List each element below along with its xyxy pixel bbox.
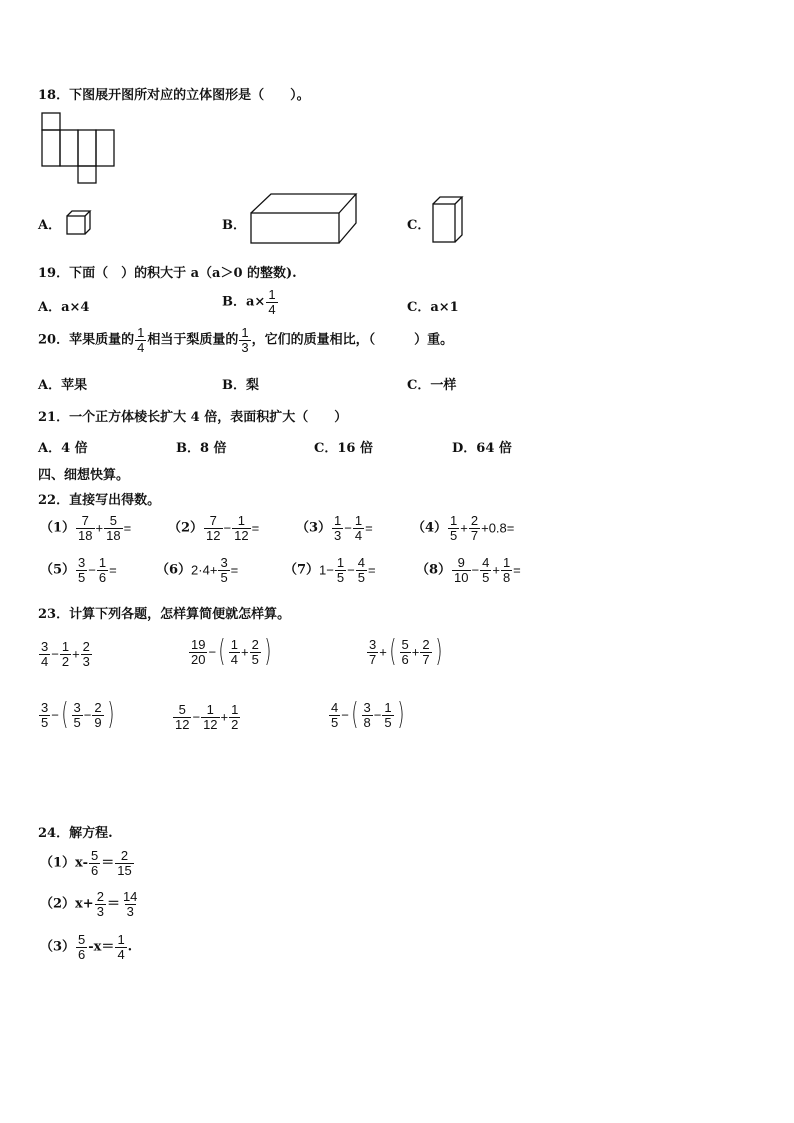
fraction: $\frac{1}{4}$ xyxy=(268,287,276,317)
q23-problem-4: $\frac{3}{5}$ −( $\frac{3}{5}$ − $\frac{2}{9}$ ) xyxy=(41,697,114,732)
q21-option-b[interactable]: B．8 倍 xyxy=(176,441,227,456)
q21-option-a[interactable]: A．4 倍 xyxy=(38,441,88,456)
q23-problem-1: $\frac{3}{4}$ − $\frac{1}{2}$ + $\frac{2}{3}$ xyxy=(41,639,90,669)
tall-box-figure xyxy=(430,194,466,246)
cube-net-figure xyxy=(38,110,118,186)
question-23: 23．计算下列各题，怎样算简便就怎样算。 xyxy=(38,607,291,622)
q18-option-a[interactable]: A． xyxy=(38,218,62,233)
question-22: 22．直接写出得数。 xyxy=(38,493,161,508)
question-21: 21．一个正方体棱长扩大 4 倍，表面积扩大（ ） xyxy=(38,410,348,425)
q22-item-4: （4） $\frac{1}{5}$ + $\frac{2}{7}$ +0.8= xyxy=(412,513,515,543)
q19-option-a[interactable]: A．a×4 xyxy=(38,300,90,315)
q19-option-c[interactable]: C．a×1 xyxy=(407,300,459,315)
flat-box-figure xyxy=(248,188,360,246)
q21-option-d[interactable]: D．64 倍 xyxy=(452,441,512,456)
fraction: $\frac{1}{3}$ xyxy=(241,325,249,355)
question-20: 20．苹果质量的 $\frac{1}{4}$ 相当于梨质量的 $\frac{1}{3}$ ，它们的质量相比，（ ）重。 xyxy=(38,325,454,355)
question-24: 24．解方程. xyxy=(38,826,113,841)
q18-option-b[interactable]: B． xyxy=(222,218,246,233)
q22-item-5: （5） $\frac{3}{5}$ − $\frac{1}{6}$ = xyxy=(40,555,117,585)
q19-option-b[interactable] xyxy=(222,288,279,316)
q21-option-c[interactable]: C．16 倍 xyxy=(314,441,373,456)
q22-item-2: （2） $\frac{7}{12}$ − $\frac{1}{12}$ = xyxy=(168,513,260,543)
q20-option-b[interactable]: B．梨 xyxy=(222,378,259,393)
section-heading: 四、细想快算。 xyxy=(38,468,130,483)
q22-item-8: （8） $\frac{9}{10}$ − $\frac{4}{5}$ + $\frac{1}{8}$ = xyxy=(416,555,521,585)
question-19: 19．下面（ ）的积大于 a（a＞0 的整数). xyxy=(38,266,297,281)
q22-item-6: （6）2·4+ $\frac{3}{5}$ = xyxy=(156,555,239,585)
q22-item-1: （1） $\frac{7}{18}$ + $\frac{5}{18}$ = xyxy=(40,513,132,543)
question-18: 18．下图展开图所对应的立体图形是（ ）。 xyxy=(38,88,310,103)
q22-item-7: （7）1− $\frac{1}{5}$ − $\frac{4}{5}$ = xyxy=(284,555,376,585)
q23-problem-2: $\frac{19}{20}$ −( $\frac{1}{4}$ + $\frac{2}{5}$ ) xyxy=(191,634,272,669)
q23-problem-5: $\frac{5}{12}$ − $\frac{1}{12}$ + $\frac{1}{2}$ xyxy=(175,702,239,732)
q20-option-c[interactable]: C．一样 xyxy=(407,378,457,393)
q23-problem-6: $\frac{4}{5}$ −( $\frac{3}{8}$ − $\frac{1}{5}$ ) xyxy=(331,697,404,732)
small-cube-figure xyxy=(64,208,94,238)
q24-equation-2: （2）x+ $\frac{2}{3}$ ＝ $\frac{14}{3}$ xyxy=(40,889,138,919)
q18-option-c[interactable]: C． xyxy=(407,218,431,233)
fraction: $\frac{1}{4}$ xyxy=(137,325,145,355)
q22-item-3: （3） $\frac{1}{3}$ − $\frac{1}{4}$ = xyxy=(296,513,373,543)
q24-equation-1: （1）x- $\frac{5}{6}$ ＝ $\frac{2}{15}$ xyxy=(40,848,132,878)
q19-option-b-label: B．a× xyxy=(222,294,266,310)
q20-option-a[interactable]: A．苹果 xyxy=(38,378,88,393)
q24-equation-3: （3） $\frac{5}{6}$ -x＝ $\frac{1}{4}$ . xyxy=(40,932,133,962)
q23-problem-3: $\frac{3}{7}$ +( $\frac{5}{6}$ + $\frac{2}{7}$ ) xyxy=(369,634,442,669)
